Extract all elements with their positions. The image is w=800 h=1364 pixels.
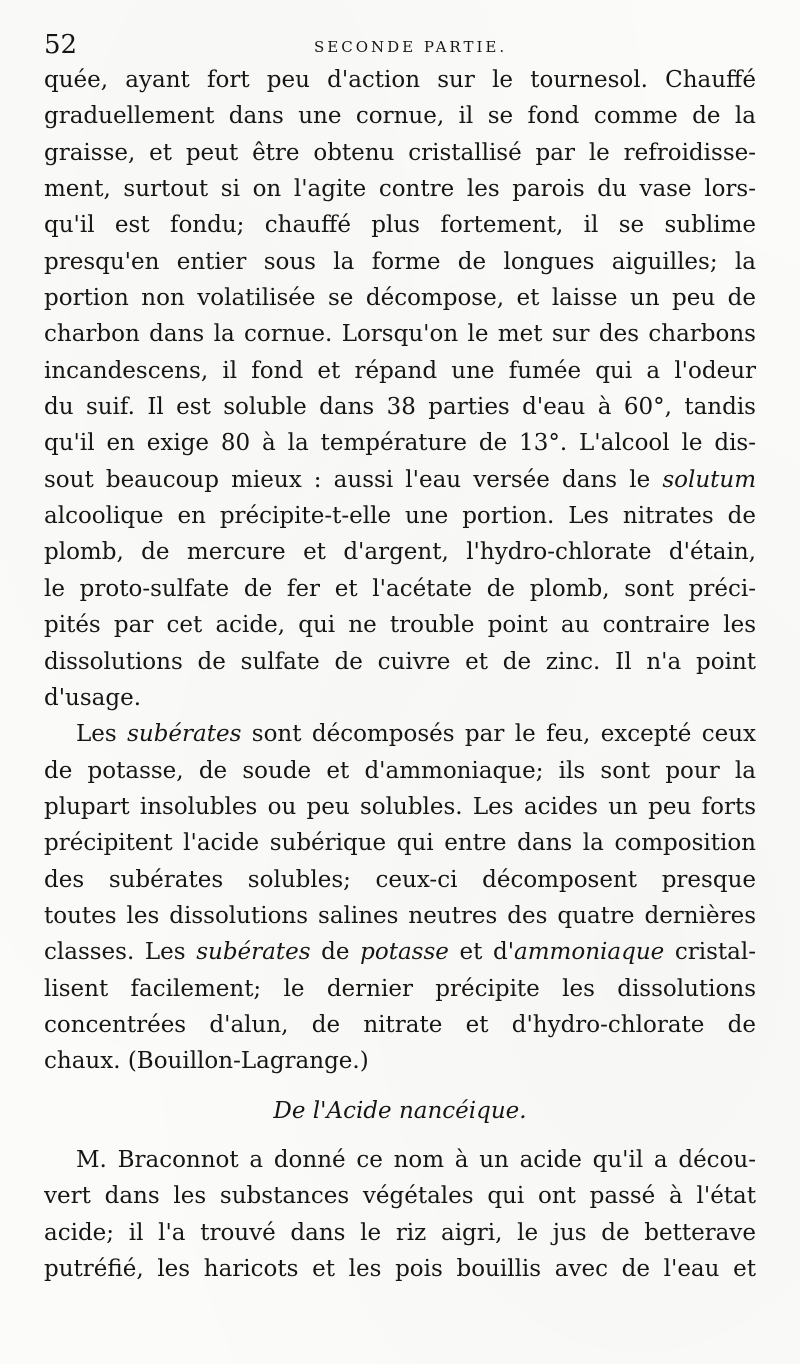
text-segment: Les [76,721,128,748]
italic-text: subérates [196,939,311,966]
text-line [44,571,756,607]
text-line [44,1251,756,1287]
italic-text: ammoniaque [514,939,665,966]
paragraph-nanceic-acid [44,1142,756,1287]
text-line [44,1215,756,1251]
text-line [44,425,756,461]
text-segment: dissolutions de sulfate de cuivre et de zinc. Il n'a point [44,648,756,675]
section-heading-main: Acide nancéique. [326,1097,527,1124]
text-line [44,716,756,752]
text-line [44,98,756,134]
text-segment: acide; il l'a trouvé dans le riz aigri, le jus de betterave [44,1219,756,1246]
text-line [44,207,756,243]
text-segment: pités par cet acide, qui ne trouble point au contraire les [44,612,756,639]
text-line [44,462,756,498]
text-line [44,534,756,570]
italic-text: potasse [360,939,449,966]
text-line [44,135,756,171]
text-segment: sout beaucoup mieux : aussi l'eau versée dans le [44,466,663,493]
page-number: 52 [44,30,78,60]
paragraph-suberates [44,716,756,1079]
text-line [44,934,756,970]
text-line [44,171,756,207]
text-segment: alcoolique en précipite-t-elle une portion. Les nitrates de [44,503,756,530]
text-line [44,607,756,643]
body-text [44,62,756,1287]
text-segment: précipitent l'acide subérique qui entre dans la composition [44,830,756,857]
text-segment: des subérates solubles; ceux-ci décomposent presque [44,866,756,893]
text-segment: et d' [448,939,515,966]
text-segment: portion non volatilisée se décompose, et laisse un peu de [44,285,756,312]
text-segment: d'usage. [44,684,142,711]
text-segment: incandescens, il fond et répand une fumée qui a l'odeur [44,357,756,384]
text-segment: du suif. Il est soluble dans 38 parties d'eau à 60°, tandis [44,394,756,421]
text-line [44,1142,756,1178]
text-line [44,971,756,1007]
italic-text: solutum [662,466,756,493]
text-line [44,316,756,352]
text-line [44,862,756,898]
text-segment: quée, ayant fort peu d'action sur le tournesol. Chauffé [44,67,756,93]
text-segment: plomb, de mercure et d'argent, l'hydro-chlorate d'étain, [44,539,756,566]
text-line [44,644,756,680]
text-line [44,825,756,861]
text-segment: putréfié, les haricots et les pois bouillis avec de l'eau et [44,1256,756,1282]
text-segment: chaux. (Bouillon-Lagrange.) [44,1048,369,1075]
text-line [44,753,756,789]
text-segment: le proto-sulfate de fer et l'acétate de plomb, sont préci- [44,575,756,602]
text-segment: sont décomposés par le feu, excepté ceux [241,721,756,748]
running-head: SECONDE PARTIE. [314,38,508,56]
italic-text: subérates [127,721,242,748]
text-segment: charbon dans la cornue. Lorsqu'on le met sur des charbons [44,321,756,348]
text-segment: de [310,939,361,966]
section-heading [44,1093,756,1129]
text-line [44,1043,756,1079]
text-line [44,389,756,425]
text-segment: ment, surtout si on l'agite contre les parois du vase lors- [44,176,756,203]
text-line [44,1178,756,1214]
text-segment: plupart insolubles ou peu solubles. Les acides un peu forts [44,793,756,820]
text-line [44,789,756,825]
text-segment: concentrées d'alun, de nitrate et d'hydro-chlorate de [44,1011,756,1038]
text-line [44,898,756,934]
text-segment: cristal- [664,939,756,966]
text-line [44,280,756,316]
text-segment: graduellement dans une cornue, il se fond comme de la [44,103,756,130]
text-segment: lisent facilement; le dernier précipite les dissolutions [44,975,756,1002]
text-segment: de potasse, de soude et d'ammoniaque; ils sont pour la [44,757,756,784]
text-segment: presqu'en entier sous la forme de longues aiguilles; la [44,248,756,275]
text-line [44,680,756,716]
text-line [44,244,756,280]
text-segment: toutes les dissolutions salines neutres des quatre dernières [44,902,756,929]
text-segment: vert dans les substances végétales qui ont passé à l'état [44,1183,756,1210]
section-heading-pre: De [273,1097,313,1124]
section-heading-article: l' [312,1097,327,1124]
paragraph-suberic-acid-properties [44,62,756,716]
text-segment: qu'il en exige 80 à la température de 13°. L'alcool le dis- [44,430,756,457]
text-line [44,498,756,534]
text-segment: M. Braconnot a donné ce nom à un acide qu'il a décou- [76,1146,756,1173]
text-segment: qu'il est fondu; chauffé plus fortement, il se sublime [44,212,756,239]
text-line [44,62,756,98]
text-line [44,353,756,389]
text-segment: classes. Les [44,939,197,966]
text-segment: graisse, et peut être obtenu cristallisé par le refroidisse- [44,139,756,166]
text-line [44,1007,756,1043]
